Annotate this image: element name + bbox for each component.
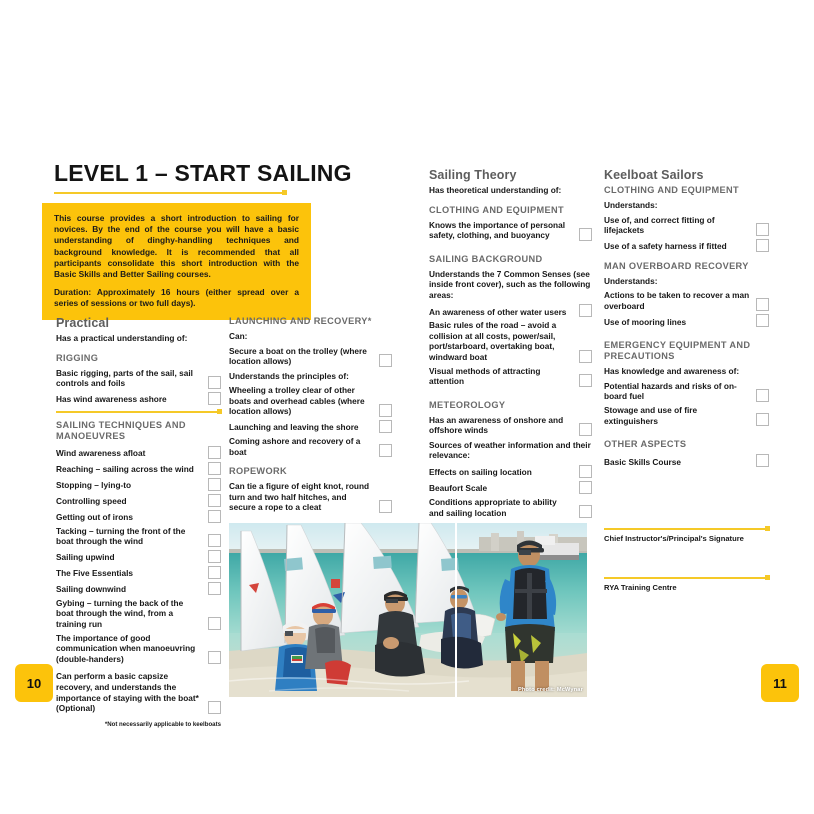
section-meteorology-heading: METEOROLOGY [429, 399, 506, 410]
checkbox[interactable] [208, 550, 221, 563]
item-label: Stopping – lying-to [56, 480, 132, 491]
checkbox[interactable] [756, 389, 769, 402]
title-divider [54, 192, 286, 194]
item-label: Use of a safety harness if fitted [604, 241, 727, 252]
understands-label: Understands: [604, 200, 658, 210]
photo-credit: Photo credit: McWynar [517, 687, 583, 693]
checklist-item[interactable] [604, 405, 769, 426]
section-techniques-heading: SAILING TECHNIQUES AND MANOEUVRES [56, 419, 186, 441]
section-clothing-heading: CLOTHING AND EQUIPMENT [429, 204, 564, 215]
checklist-item[interactable] [56, 510, 221, 523]
item-label: Stowage and use of fire extinguishers [604, 405, 698, 426]
signature-block-chief-instructor[interactable] [604, 528, 769, 543]
section-background-heading: SAILING BACKGROUND [429, 253, 543, 264]
checkbox[interactable] [208, 617, 221, 630]
checkbox[interactable] [756, 298, 769, 311]
item-label: Visual methods of attracting attention [429, 365, 541, 387]
checklist-item[interactable] [56, 582, 221, 595]
column-launching-recovery [229, 316, 392, 516]
course-photo [229, 523, 587, 697]
signature-line [604, 528, 769, 530]
checkbox[interactable] [379, 354, 392, 367]
item-label: Has wind awareness ashore [56, 394, 167, 405]
checkbox[interactable] [208, 510, 221, 523]
item-label: Basic rules of the road – avoid a collision at all costs, power/sail, port/starboard, overtaking boat, windward boat [429, 320, 557, 362]
checklist-item[interactable] [429, 415, 592, 436]
checkbox[interactable] [208, 462, 221, 475]
item-label: Tacking – turning the front of the boat through the wind [56, 525, 186, 547]
checkbox[interactable] [579, 423, 592, 436]
checkbox[interactable] [579, 481, 592, 494]
item-label: Reaching – sailing across the wind [56, 464, 194, 475]
column-practical [56, 316, 221, 728]
section-launching-heading: LAUNCHING AND RECOVERY* [229, 316, 372, 326]
checkbox[interactable] [379, 444, 392, 457]
checkbox[interactable] [208, 701, 221, 714]
checklist-item[interactable] [429, 497, 592, 518]
checkbox[interactable] [579, 350, 592, 363]
background-note: Understands the 7 Common Senses (see inside front cover), such as the following areas: [429, 268, 591, 300]
checkbox[interactable] [579, 505, 592, 518]
checkbox[interactable] [208, 534, 221, 547]
item-label: The Five Essentials [56, 568, 134, 579]
signature-label: Chief Instructor's/Principal's Signature [604, 534, 744, 543]
practical-heading: Practical [56, 316, 110, 330]
checklist-item[interactable] [604, 215, 769, 236]
theory-lead: Has theoretical understanding of: [429, 185, 562, 195]
page-title: LEVEL 1 – START SAILING [54, 160, 352, 186]
checklist-item[interactable] [56, 598, 221, 630]
item-label: Gybing – turning the back of the boat through the wind, from a training run [56, 597, 184, 630]
section-emergency-heading: EMERGENCY EQUIPMENT AND PRECAUTIONS [604, 340, 751, 362]
signature-label: RYA Training Centre [604, 583, 677, 592]
item-label: Knows the importance of personal safety, clothing, and buoyancy [429, 219, 565, 241]
checkbox[interactable] [756, 413, 769, 426]
item-label: Can tie a figure of eight knot, round turn and two half hitches, and secure a rope to a cleat [229, 481, 370, 513]
checklist-item[interactable] [429, 220, 592, 241]
checkbox[interactable] [208, 566, 221, 579]
checkbox[interactable] [579, 374, 592, 387]
item-label: An awareness of other water users [429, 306, 567, 317]
checklist-item[interactable] [56, 671, 221, 713]
signature-block-training-centre[interactable] [604, 577, 769, 592]
checklist-item[interactable] [429, 366, 592, 387]
practical-lead: Has a practical understanding of: [56, 333, 188, 343]
item-label: Can perform a basic capsize recovery, and understands the importance of staying with the boat* (Optional) [56, 671, 199, 714]
checklist-item[interactable] [604, 454, 769, 467]
item-label: Effects on sailing location [429, 467, 532, 478]
checklist-item[interactable] [429, 465, 592, 478]
checkbox[interactable] [756, 223, 769, 236]
checkbox[interactable] [208, 494, 221, 507]
checklist-item[interactable] [56, 368, 221, 389]
checklist-item[interactable] [604, 381, 769, 402]
checklist-item[interactable] [56, 392, 221, 405]
page-number-right: 11 [761, 664, 799, 702]
checklist-item[interactable] [429, 304, 592, 317]
intro-paragraph-1: This course provides a short introduction to sailing for novices. By the end of the course you will have a basic understanding of dinghy-handling techniques and background knowledge. It is recommended that all participants consolidate this short introduction with the Basic Skills and Better Sailing courses. [54, 213, 299, 280]
checklist-item[interactable] [56, 550, 221, 563]
item-label: Wind awareness afloat [56, 448, 146, 459]
checkbox[interactable] [756, 454, 769, 467]
item-label: Basic rigging, parts of the sail, sail controls and foils [56, 367, 193, 389]
theory-heading: Sailing Theory [429, 168, 517, 182]
column-keelboat-sailors [604, 168, 769, 470]
checkbox[interactable] [756, 239, 769, 252]
checklist-item[interactable] [429, 481, 592, 494]
intro-paragraph-2: Duration: Approximately 16 hours (either spread over a series of sessions or two full days). [54, 287, 299, 309]
item-label: Use of, and correct fitting of lifejackets [604, 214, 715, 236]
meteorology-note: Sources of weather information and their relevance: [429, 439, 591, 461]
checkbox[interactable] [379, 420, 392, 433]
checklist-item[interactable] [429, 320, 592, 362]
checklist-item[interactable] [56, 526, 221, 547]
item-label: Basic Skills Course [604, 456, 682, 467]
signature-line [604, 577, 769, 579]
practical-footnote: *Not necessarily applicable to keelboats [104, 720, 221, 728]
item-label: Use of mooring lines [604, 316, 687, 327]
checkbox[interactable] [579, 465, 592, 478]
checklist-item[interactable] [56, 478, 221, 491]
item-label: Controlling speed [56, 496, 127, 507]
can-label: Can: [229, 331, 248, 341]
keelboat-heading: Keelboat Sailors [604, 168, 704, 182]
checklist-item[interactable] [604, 290, 769, 311]
checklist-item[interactable] [56, 633, 221, 665]
page-number-left: 10 [15, 664, 53, 702]
checkbox[interactable] [208, 392, 221, 405]
principles-label: Understands the principles of: [229, 370, 349, 381]
section-keelboat-clothing-heading: CLOTHING AND EQUIPMENT [604, 185, 739, 195]
checkbox[interactable] [208, 651, 221, 664]
checklist-item[interactable] [229, 481, 392, 513]
checklist-item[interactable] [604, 239, 769, 252]
item-label: Getting out of irons [56, 512, 133, 523]
section-mob-heading: MAN OVERBOARD RECOVERY [604, 260, 749, 271]
checkbox[interactable] [579, 228, 592, 241]
section-ropework-heading: ROPEWORK [229, 466, 287, 477]
column-sailing-theory [429, 168, 592, 521]
checkbox[interactable] [579, 304, 592, 317]
checkbox[interactable] [379, 404, 392, 417]
understands-label: Understands: [604, 275, 658, 286]
checklist-item[interactable] [229, 385, 392, 417]
checkbox[interactable] [208, 446, 221, 459]
course-intro-box [42, 203, 311, 320]
item-label: Conditions appropriate to ability and sailing location [429, 496, 557, 518]
checklist-item[interactable] [604, 314, 769, 327]
item-label: Secure a boat on the trolley (where location allows) [229, 345, 367, 367]
item-label: Beaufort Scale [429, 483, 488, 494]
item-label: Sailing upwind [56, 552, 115, 563]
checkbox[interactable] [208, 376, 221, 389]
section-rigging-heading: RIGGING [56, 352, 99, 363]
emergency-lead: Has knowledge and awareness of: [604, 366, 740, 377]
checklist-item[interactable] [56, 566, 221, 579]
item-label: Has an awareness of onshore and offshore winds [429, 414, 564, 436]
checkbox[interactable] [756, 314, 769, 327]
checklist-item[interactable] [229, 346, 392, 367]
section-divider [56, 411, 221, 413]
checkbox[interactable] [379, 500, 392, 513]
item-label: Coming ashore and recovery of a boat [229, 435, 361, 457]
item-label: Launching and leaving the shore [229, 422, 359, 433]
item-label: Wheeling a trolley clear of other boats and overhead cables (where location allows) [229, 385, 365, 417]
checkbox[interactable] [208, 478, 221, 491]
checkbox[interactable] [208, 582, 221, 595]
checklist-item[interactable] [56, 494, 221, 507]
checklist-item[interactable] [56, 462, 221, 475]
checklist-item[interactable] [229, 436, 392, 457]
item-label: Actions to be taken to recover a man overboard [604, 290, 750, 311]
item-label: Potential hazards and risks of on-board fuel [604, 380, 737, 402]
item-label: Sailing downwind [56, 584, 127, 595]
item-label: The importance of good communication when manoeuvring (double-handers) [56, 632, 196, 664]
section-other-heading: OTHER ASPECTS [604, 439, 687, 450]
checklist-item[interactable] [229, 420, 392, 433]
checklist-item[interactable] [56, 446, 221, 459]
